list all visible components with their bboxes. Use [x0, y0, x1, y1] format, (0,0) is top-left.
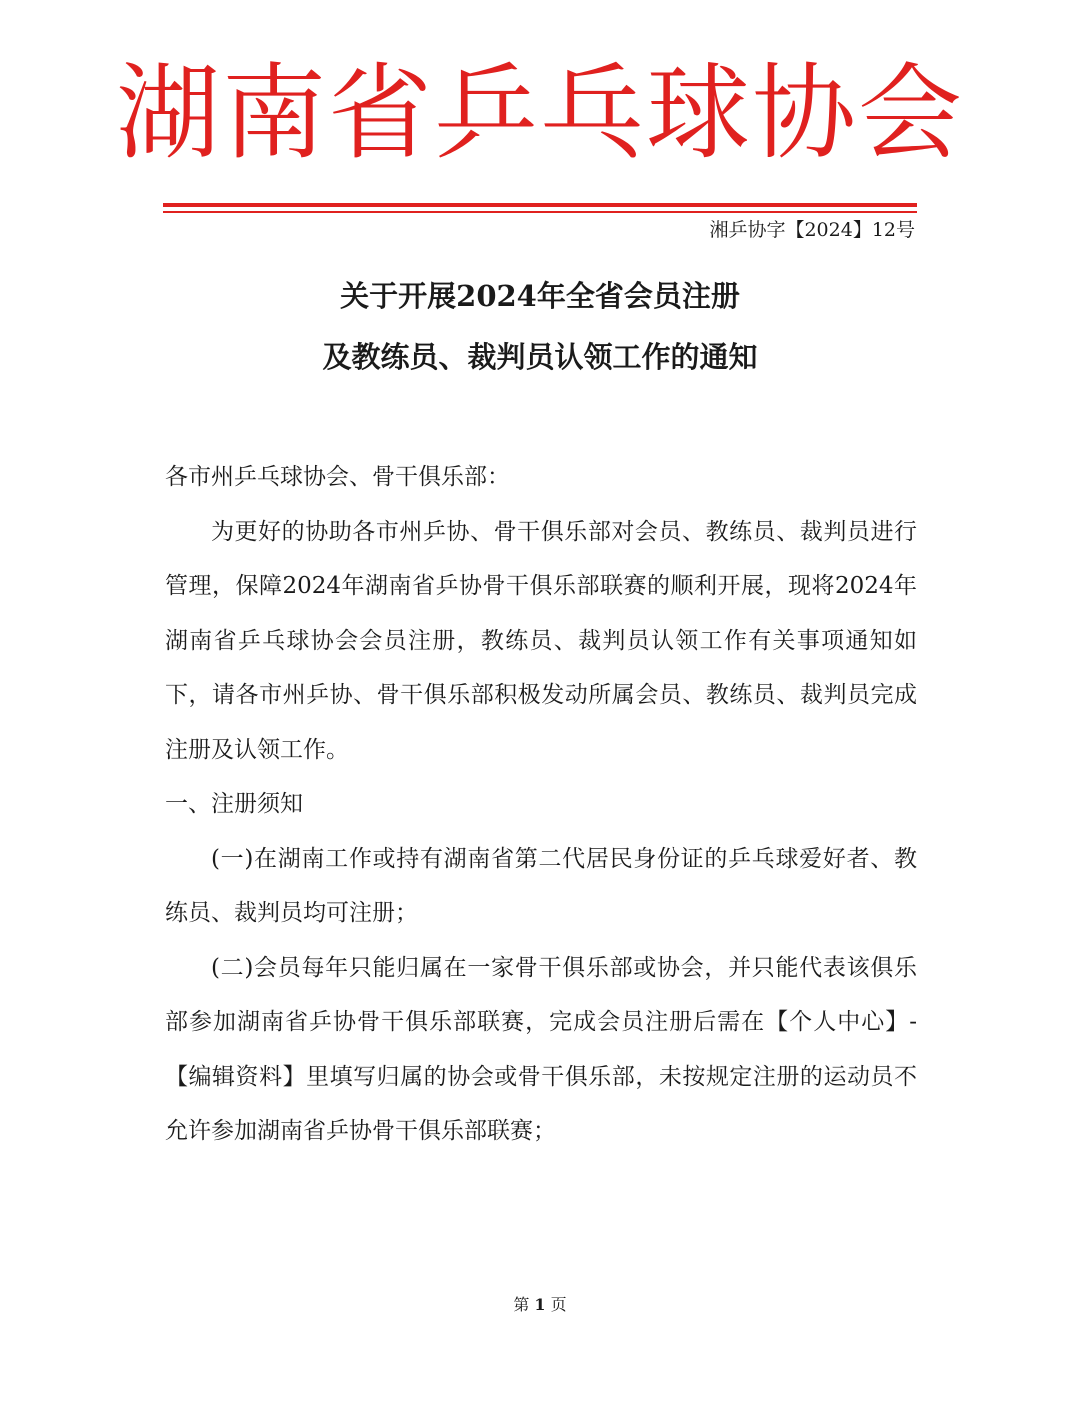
letterhead-red-rule-thick: [163, 203, 917, 207]
document-number: 湘乒协字【2024】12号: [709, 219, 915, 241]
letterhead-red-rule-thin: [163, 211, 917, 213]
page-footer-prefix: 第: [513, 1295, 530, 1314]
section-heading-registration: 一、注册须知: [165, 791, 303, 817]
notice-body: [165, 450, 917, 1159]
notice-title-line-1: 关于开展2024年全省会员注册: [340, 279, 740, 313]
intro-paragraph: 为更好的协助各市州乒协、骨干俱乐部对会员、教练员、裁判员进行管理，保障2024年湖南省乒协骨干俱乐部联赛的顺利开展，现将2024年湖南省乒乓球协会会员注册，教练员、裁判员认领工作有关事项通知如下，请各市州乒协、骨干俱乐部积极发动所属会员、教练员、裁判员完成注册及认领工作。: [165, 518, 917, 763]
page-number: 1: [534, 1295, 546, 1314]
salutation: 各市州乒乓球协会、骨干俱乐部：: [165, 464, 510, 490]
letterhead-title: 湖南省乒乓球协会: [115, 52, 964, 174]
notice-title-line-2: 及教练员、裁判员认领工作的通知: [322, 340, 758, 374]
registration-item-2: (二)会员每年只能归属在一家骨干俱乐部或协会，并只能代表该俱乐部参加湖南省乒协骨干俱乐部联赛，完成会员注册后需在【个人中心】-【编辑资料】里填写归属的协会或骨干俱乐部，未按规定注册的运动员不允许参加湖南省乒协骨干俱乐部联赛；: [165, 954, 917, 1144]
page-footer: [0, 1293, 1080, 1317]
page-footer-suffix: 页: [550, 1295, 567, 1314]
registration-item-1: (一)在湖南工作或持有湖南省第二代居民身份证的乒乓球爱好者、教练员、裁判员均可注册；: [165, 845, 917, 926]
